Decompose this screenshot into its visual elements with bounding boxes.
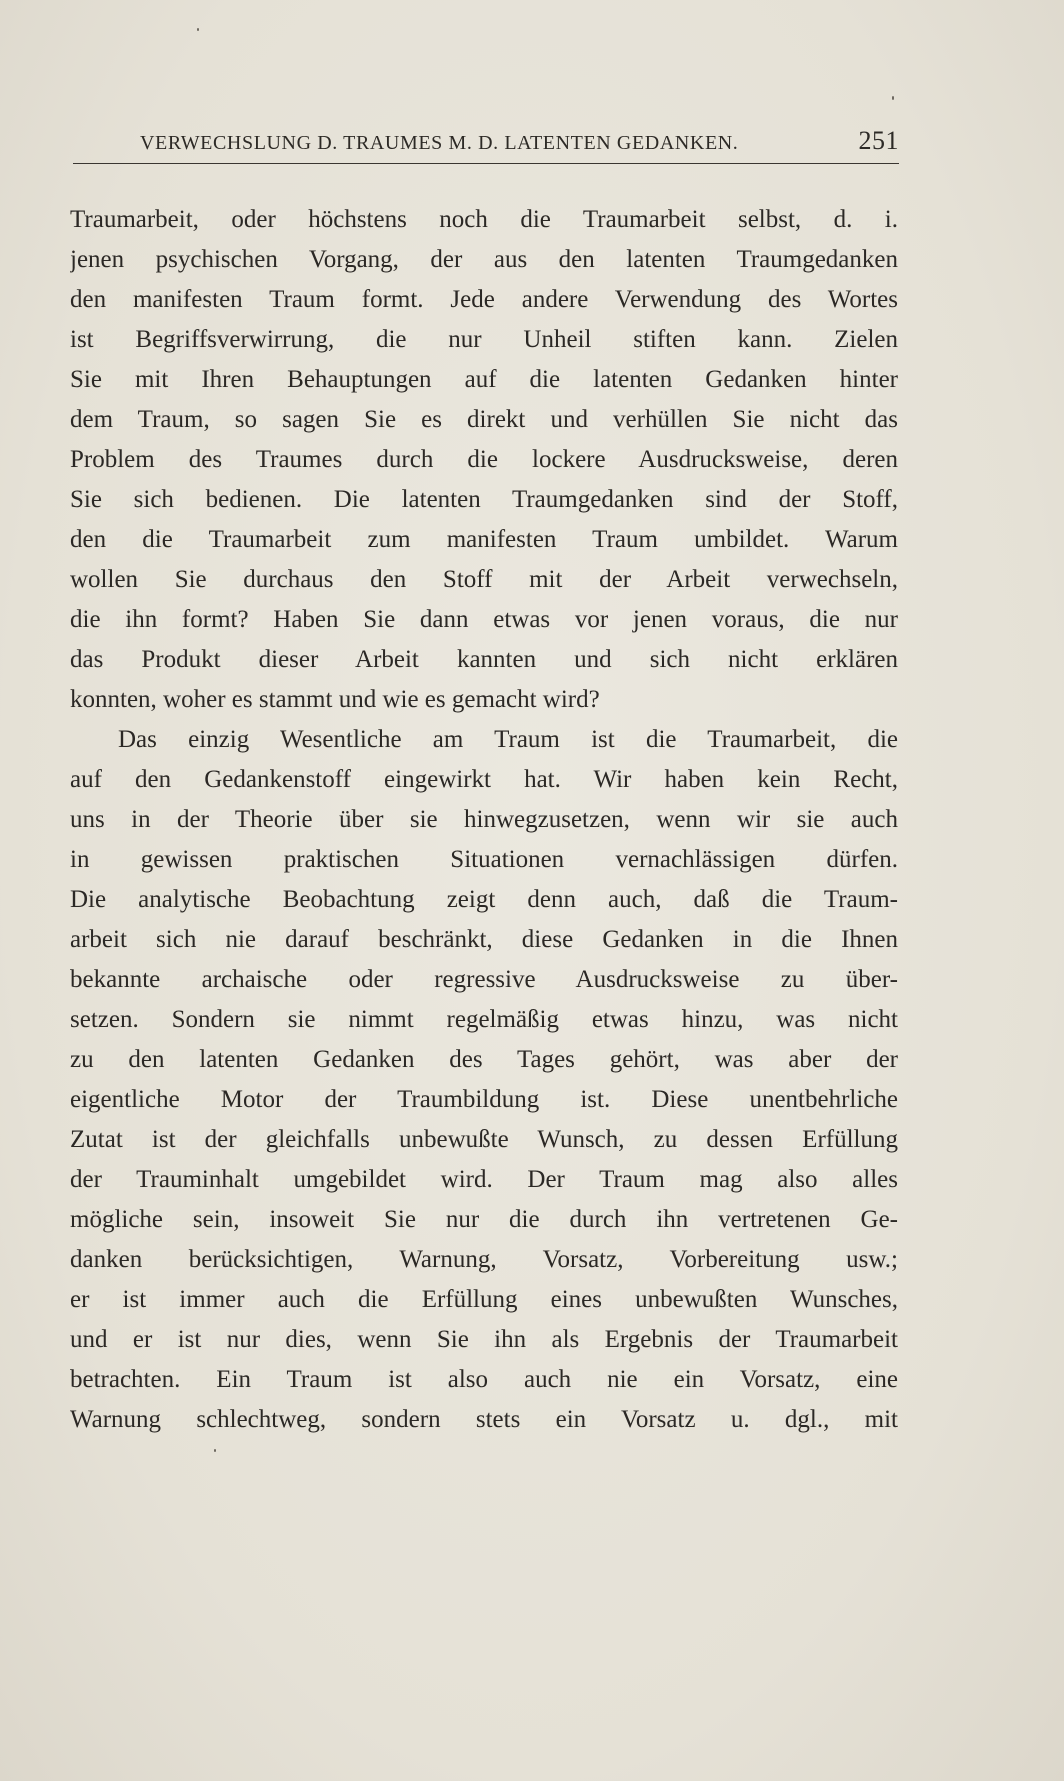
text-line: Sie mit Ihren Behauptungen auf die latenten Gedanken hinter bbox=[70, 366, 898, 393]
text-line: uns in der Theorie über sie hinwegzusetzen, wenn wir sie auch bbox=[70, 806, 898, 833]
text-line: ist Begriffsverwirrung, die nur Unheil stiften kann. Zielen bbox=[70, 326, 898, 353]
text-line: den die Traumarbeit zum manifesten Traum umbildet. Warum bbox=[70, 526, 898, 553]
text-line: das Produkt dieser Arbeit kannten und sich nicht erklären bbox=[70, 646, 898, 673]
paragraph-end-line: konnten, woher es stammt und wie es gemacht wird? bbox=[70, 686, 600, 713]
text-line: Zutat ist der gleichfalls unbewußte Wunsch, zu dessen Erfüllung bbox=[70, 1126, 898, 1153]
text-line: arbeit sich nie darauf beschränkt, diese Gedanken in die Ihnen bbox=[70, 926, 898, 953]
text-line: Sie sich bedienen. Die latenten Traumgedanken sind der Stoff, bbox=[70, 486, 898, 513]
text-line: wollen Sie durchaus den Stoff mit der Arbeit verwechseln, bbox=[70, 566, 898, 593]
paper-speck bbox=[214, 1449, 216, 1452]
running-head bbox=[73, 126, 899, 162]
text-line: dem Traum, so sagen Sie es direkt und verhüllen Sie nicht das bbox=[70, 406, 898, 433]
text-line: Traumarbeit, oder höchstens noch die Traumarbeit selbst, d. i. bbox=[70, 206, 898, 233]
text-line: der Trauminhalt umgebildet wird. Der Traum mag also alles bbox=[70, 1166, 898, 1193]
text-line: die ihn formt? Haben Sie dann etwas vor jenen voraus, die nur bbox=[70, 606, 898, 633]
text-line: auf den Gedankenstoff eingewirkt hat. Wir haben kein Recht, bbox=[70, 766, 898, 793]
page-number: 251 bbox=[858, 126, 899, 155]
text-line: Die analytische Beobachtung zeigt denn auch, daß die Traum- bbox=[70, 886, 898, 913]
text-line: mögliche sein, insoweit Sie nur die durch ihn vertretenen Ge- bbox=[70, 1206, 898, 1233]
text-line: jenen psychischen Vorgang, der aus den latenten Traumgedanken bbox=[70, 246, 898, 273]
text-line: Problem des Traumes durch die lockere Ausdrucksweise, deren bbox=[70, 446, 898, 473]
paper-speck bbox=[197, 28, 199, 31]
text-line: setzen. Sondern sie nimmt regelmäßig etwas hinzu, was nicht bbox=[70, 1006, 898, 1033]
text-line: und er ist nur dies, wenn Sie ihn als Ergebnis der Traumarbeit bbox=[70, 1326, 898, 1353]
text-line: zu den latenten Gedanken des Tages gehört, was aber der bbox=[70, 1046, 898, 1073]
body-text bbox=[70, 200, 898, 1440]
paper-speck bbox=[892, 96, 894, 100]
running-title: VERWECHSLUNG D. TRAUMES M. D. LATENTEN GEDANKEN. bbox=[140, 132, 739, 154]
text-line: Warnung schlechtweg, sondern stets ein Vorsatz u. dgl., mit bbox=[70, 1406, 898, 1433]
text-line: er ist immer auch die Erfüllung eines unbewußten Wunsches, bbox=[70, 1286, 898, 1313]
text-line: betrachten. Ein Traum ist also auch nie ein Vorsatz, eine bbox=[70, 1366, 898, 1393]
text-line: den manifesten Traum formt. Jede andere Verwendung des Wortes bbox=[70, 286, 898, 313]
text-line: danken berücksichtigen, Warnung, Vorsatz, Vorbereitung usw.; bbox=[70, 1246, 898, 1273]
text-line: in gewissen praktischen Situationen vernachlässigen dürfen. bbox=[70, 846, 898, 873]
header-rule bbox=[73, 163, 899, 164]
paragraph-start-line: Das einzig Wesentliche am Traum ist die Traumarbeit, die bbox=[118, 726, 898, 753]
text-line: bekannte archaische oder regressive Ausdrucksweise zu über- bbox=[70, 966, 898, 993]
text-line: eigentliche Motor der Traumbildung ist. Diese unentbehrliche bbox=[70, 1086, 898, 1113]
